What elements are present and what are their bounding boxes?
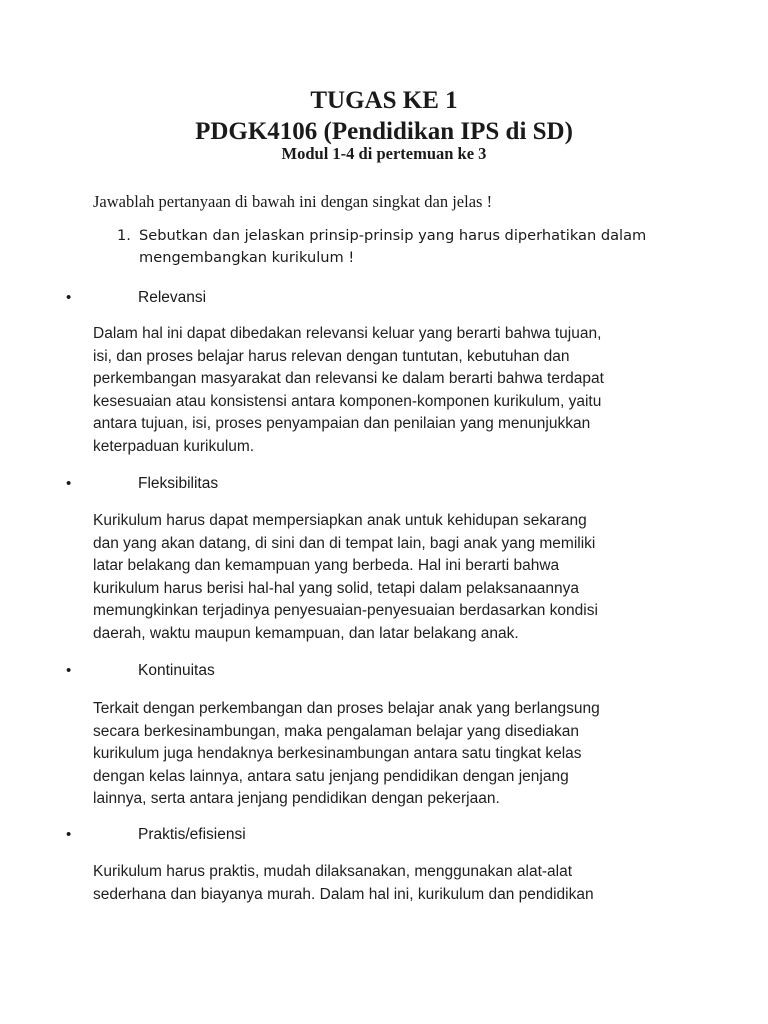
paragraph-line: Dalam hal ini dapat dibedakan relevansi keluar yang berarti bahwa tujuan, (93, 325, 602, 342)
bullet-icon: • (66, 289, 72, 306)
paragraph-line: kesesuaian atau konsistensi antara komponen-komponen kurikulum, yaitu (93, 392, 602, 410)
section-heading: Fleksibilitas (138, 475, 219, 492)
paragraph-line: dengan kelas lainnya, antara satu jenjang pendidikan dengan jenjang (93, 767, 569, 785)
question-line: mengembangkan kurikulum ! (139, 249, 355, 266)
paragraph-line: isi, dan proses belajar harus relevan dengan tuntutan, kebutuhan dan (93, 347, 570, 365)
question-number: 1. (117, 227, 131, 244)
course-title: PDGK4106 (Pendidikan IPS di SD) (195, 118, 573, 145)
question-line: Sebutkan dan jelaskan prinsip-prinsip yang harus diperhatikan dalam (139, 227, 647, 244)
paragraph-line: secara berkesinambungan, maka pengalaman belajar yang disediakan (93, 722, 579, 740)
module-subtitle: Modul 1-4 di pertemuan ke 3 (281, 144, 487, 163)
paragraph-line: perkembangan masyarakat dan relevansi ke dalam berarti bahwa terdapat (93, 370, 604, 387)
question-text (139, 225, 677, 269)
paragraph-line: kurikulum harus berisi hal-hal yang solid, tetapi dalam pelaksanaannya (93, 579, 579, 597)
section-paragraph-kontinuitas (93, 698, 693, 811)
instruction-text: Jawablah pertanyaan di bawah ini dengan singkat dan jelas ! (93, 192, 493, 211)
paragraph-line: antara tujuan, isi, proses penyampaian dan penilaian yang menunjukkan (93, 415, 591, 432)
document-title: TUGAS KE 1 (310, 87, 458, 114)
section-heading: Relevansi (138, 289, 207, 306)
paragraph-line: Kurikulum harus dapat mempersiapkan anak untuk kehidupan sekarang (93, 512, 587, 529)
section-paragraph-fleksibilitas (93, 510, 693, 645)
paragraph-line: daerah, waktu maupun kemampuan, dan latar belakang anak. (93, 624, 519, 642)
section-paragraph-praktis-efisiensi (93, 861, 693, 906)
paragraph-line: sederhana dan biayanya murah. Dalam hal ini, kurikulum dan pendidikan (93, 885, 594, 903)
paragraph-line: memungkinkan terjadinya penyesuaian-penyesuaian berdasarkan kondisi (93, 602, 598, 619)
paragraph-line: latar belakang dan kemampuan yang berbeda. Hal ini berarti bahwa (93, 557, 560, 574)
paragraph-line: keterpaduan kurikulum. (93, 437, 255, 455)
section-heading: Praktis/efisiensi (138, 826, 246, 843)
section-heading: Kontinuitas (138, 662, 215, 679)
bullet-icon: • (66, 475, 72, 492)
paragraph-line: Terkait dengan perkembangan dan proses belajar anak yang berlangsung (93, 700, 600, 717)
paragraph-line: Kurikulum harus praktis, mudah dilaksanakan, menggunakan alat-alat (93, 863, 573, 880)
question-item (117, 225, 677, 269)
section-paragraph-relevansi (93, 323, 693, 458)
bullet-icon: • (66, 826, 72, 843)
paragraph-line: dan yang akan datang, di sini dan di tempat lain, bagi anak yang memiliki (93, 534, 596, 552)
paragraph-line: kurikulum juga hendaknya berkesinambungan antara satu tingkat kelas (93, 745, 582, 762)
bullet-icon: • (66, 662, 72, 679)
paragraph-line: lainnya, serta antara jenjang pendidikan dengan pekerjaan. (93, 790, 500, 807)
